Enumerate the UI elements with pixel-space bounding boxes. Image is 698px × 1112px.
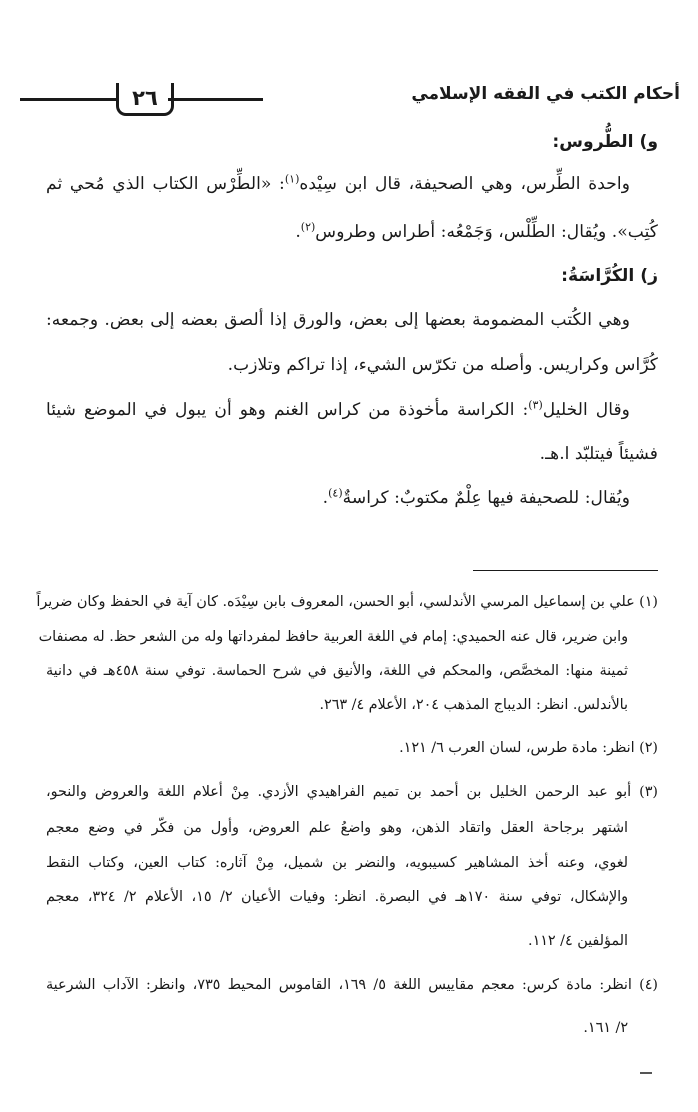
footnote-1: (١) علي بن إسماعيل المرسي الأندلسي، أبو الحسن، المعروف بابن سِيْدَه. كان آية في الحفظ وكان ضريراً: [36, 594, 658, 610]
paragraph-line: فشيئاً فيتلبّد ا.هـ.: [539, 444, 658, 464]
text-run: .: [295, 222, 301, 242]
paragraph-line: [46, 172, 658, 196]
footnote-2: (٢) انظر: مادة طرس، لسان العرب ٦/ ١٢١.: [399, 740, 658, 756]
text-run: : الكراسة مأخوذة من كراس الغنم وهو أن يبول في الموضع شيئا: [46, 400, 529, 420]
header-rule-middle: [168, 98, 263, 101]
footnote-1-line: بالأندلس. انظر: الديباج المذهب ٢٠٤، الأعلام ٤/ ٢٦٣.: [319, 697, 628, 713]
paragraph-line: كُرَّاس وكراريس. وأصله من تكرّس الشيء، إذا تراكم وتلازب.: [227, 355, 658, 375]
footnote-3-line: لغوي، وعنه أخذ المشاهير كسيبويه، والنضر بن شميل، مِنْ آثاره: كتاب العين، وكتاب النقط: [46, 855, 628, 871]
footnote-ref-4[interactable]: (٤): [328, 486, 343, 500]
header-rule-left: [20, 98, 116, 101]
footnote-separator: [473, 570, 658, 571]
paragraph-line: وهي الكُتب المضمومة بعضها إلى بعض، والورق إذا ألصق بعضه إلى بعض. وجمعه:: [46, 310, 630, 330]
text-run: ويُقال: للصحيفة فيها عِلْمٌ مكتوبٌ: كراسةٌ: [342, 488, 630, 508]
footnote-ref-3[interactable]: (٣): [528, 398, 543, 412]
footnote-ref-2[interactable]: (٢): [300, 220, 316, 234]
text-run: : «الطِّرْس الكتاب الذي مُحي ثم: [46, 174, 285, 194]
running-title: أحكام الكتب في الفقه الإسلامي: [411, 84, 680, 104]
footnote-3-line: اشتهر برجاحة العقل واتقاد الذهن، وهو واضعُ علم العروض، وأول من فكّر في وضع معجم: [46, 820, 628, 836]
text-run: .: [322, 488, 329, 508]
footnote-3: (٣) أبو عبد الرحمن الخليل بن أحمد بن تميم الفراهيدي الأزدي. مِنْ أعلام اللغة والعروض والنحو،: [46, 784, 658, 800]
section-heading-tarus: و) الطُّروس:: [552, 132, 658, 152]
scan-mark: [640, 1072, 652, 1074]
text-run: وقال الخليل: [542, 400, 630, 420]
footnote-1-line: وابن ضرير، قال عنه الحميدي: إمام في اللغة العربية حافظ لمفرداتها وله من الشعر حظ. له مصنفات: [38, 629, 628, 645]
section-heading-kurrasa: ز) الكُرَّاسَةُ:: [561, 266, 658, 286]
paragraph-line: [46, 220, 658, 244]
footnote-4: (٤) انظر: مادة كرس: معجم مقاييس اللغة ٥/ ١٦٩، القاموس المحيط ٧٣٥، وانظر: الآداب الشرعية: [46, 977, 658, 993]
footnote-4-line: ٢/ ١٦١.: [583, 1020, 628, 1036]
page-number: ٢٦: [116, 83, 174, 116]
footnote-1-line: ثمينة منها: المخصَّص، والمحكم في اللغة، والأنيق في شرح الحماسة. توفي سنة ٤٥٨هـ في دانية: [46, 663, 628, 679]
footnote-3-line: والإشكال، توفي سنة ١٧٠هـ في البصرة. انظر: وفيات الأعيان ٢/ ١٥، الأعلام ٢/ ٣٢٤، معجم: [46, 889, 628, 905]
footnote-3-line: المؤلفين ٤/ ١١٢.: [528, 933, 628, 949]
text-run: كُتِب». ويُقال: الطِّلْس، وَجَمْعُه: أطراس وطروس: [315, 222, 658, 242]
paragraph-line: [46, 486, 658, 510]
text-run: واحدة الطِّرس، وهي الصحيفة، قال ابن سِيْده: [299, 174, 630, 194]
page-header: [20, 78, 680, 120]
footnote-ref-1[interactable]: (١): [284, 172, 300, 186]
paragraph-line: [46, 398, 658, 422]
